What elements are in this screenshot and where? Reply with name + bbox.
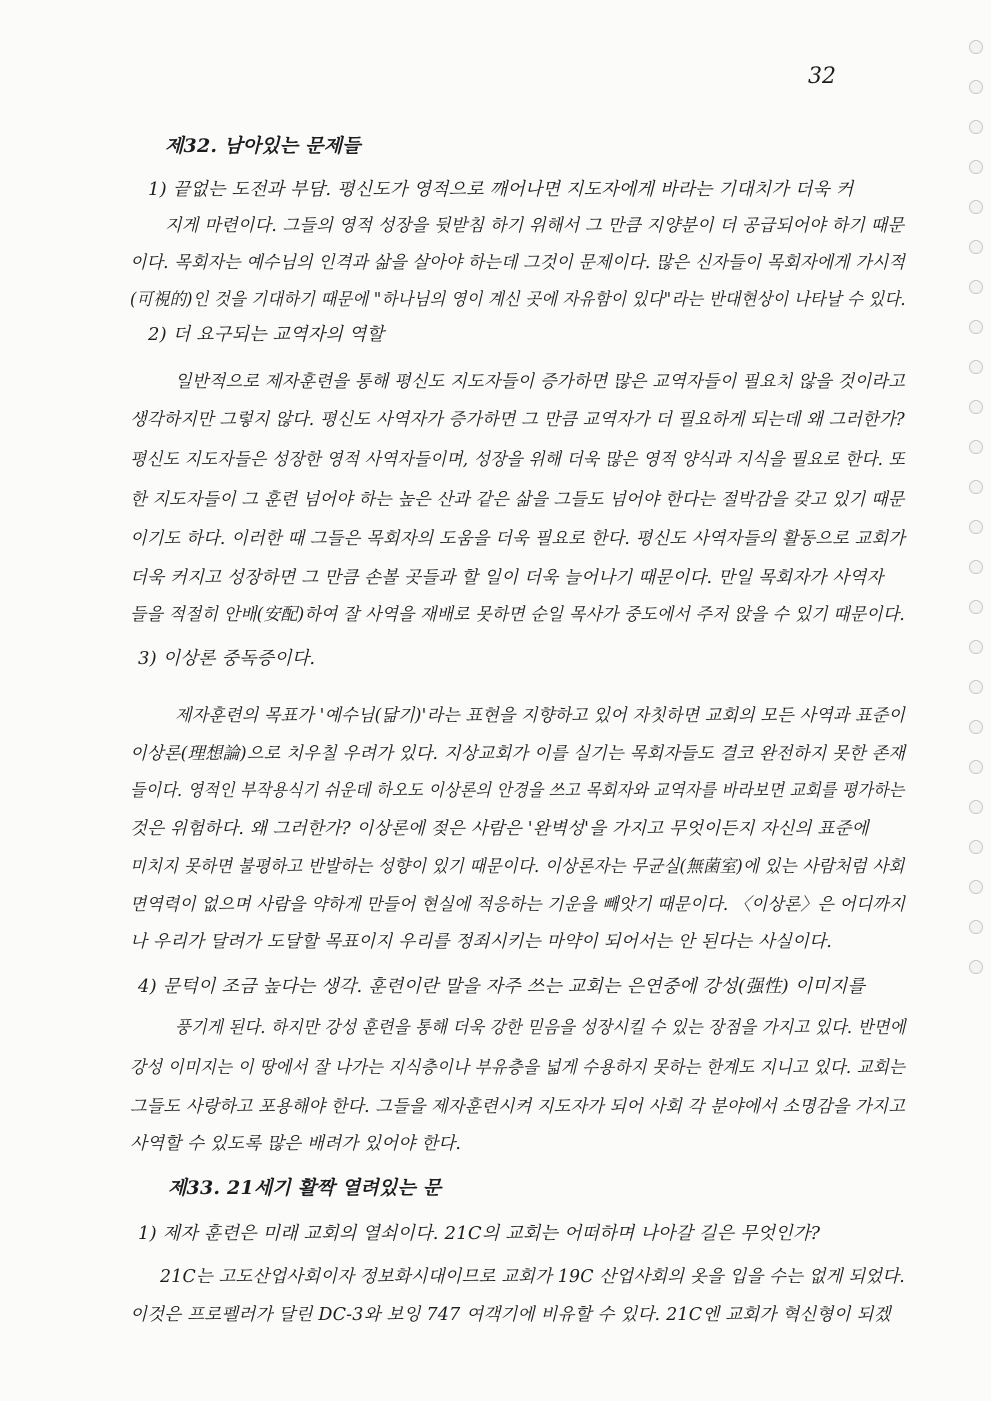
text-line: 21C는 고도산업사회이자 정보화시대이므로 교회가 19C 산업사회의 옷을 입을 수는 없게 되었다. — [160, 1267, 905, 1287]
text-line: 1) 제자 훈련은 미래 교회의 열쇠이다. 21C의 교회는 어떠하며 나아갈 길은 무엇인가? — [138, 1223, 821, 1244]
binder-hole — [969, 920, 983, 934]
binder-hole — [969, 80, 983, 94]
text-line: 들이다. 영적인 부작용식기 쉬운데 하오도 이상론의 안경을 쓰고 목회자와 교역자를 바라보면 교회를 평가하는 — [130, 781, 905, 801]
text-line: 그들도 사랑하고 포용해야 한다. 그들을 제자훈련시켜 지도자가 되어 사회 각 분야에서 소명감을 가지고 — [130, 1097, 906, 1117]
binder-hole — [969, 280, 983, 294]
binder-hole — [969, 800, 983, 814]
binder-hole — [969, 400, 983, 414]
text-line: 나 우리가 달려가 도달할 목표이지 우리를 정죄시키는 마약이 되어서는 안 된다는 사실이다. — [130, 932, 833, 952]
page-number: 32 — [808, 64, 836, 89]
binder-hole — [969, 600, 983, 614]
text-line: 이것은 프로펠러가 달린 DC-3와 보잉 747 여객기에 비유할 수 있다. 21C엔 교회가 혁신형이 되겠 — [130, 1305, 891, 1325]
text-line: 면역력이 없으며 사람을 약하게 만들어 현실에 적응하는 기운을 빼앗기 때문이다. 〈이상론〉은 어디까지 — [130, 895, 906, 915]
binder-hole — [969, 760, 983, 774]
text-line: (可視的)인 것을 기대하기 때문에 "하나님의 영이 계신 곳에 자유함이 있다"라는 반대현상이 나타날 수 있다. — [130, 290, 906, 310]
binder-hole — [969, 160, 983, 174]
text-line: 평신도 지도자들은 성장한 영적 사역자들이며, 성장을 위해 더욱 많은 영적 양식과 지식을 필요로 한다. 또 — [130, 450, 905, 470]
text-line: 3) 이상론 중독증이다. — [138, 648, 316, 669]
binder-holes — [963, 20, 983, 1020]
binder-hole — [969, 480, 983, 494]
binder-hole — [969, 960, 983, 974]
text-line: 4) 문턱이 조금 높다는 생각. 훈련이란 말을 자주 쓰는 교회는 은연중에 강성(强性) 이미지를 — [138, 976, 866, 997]
text-line: 생각하지만 그렇지 않다. 평신도 사역자가 증가하면 그 만큼 교역자가 더 필요하게 되는데 왜 그러한가? — [130, 410, 905, 430]
binder-hole — [969, 560, 983, 574]
text-line: 제자훈련의 목표가 '예수님(닮기)'라는 표현을 지향하고 있어 자칫하면 교회의 모든 사역과 표준이 — [175, 706, 906, 726]
binder-hole — [969, 240, 983, 254]
binder-hole — [969, 720, 983, 734]
text-line: 강성 이미지는 이 땅에서 잘 나가는 지식층이나 부유층을 넓게 수용하지 못하는 한계도 지니고 있다. 교회는 — [130, 1058, 906, 1078]
text-line: 2) 더 요구되는 교역자의 역할 — [148, 324, 385, 345]
binder-hole — [969, 440, 983, 454]
text-line: 일반적으로 제자훈련을 통해 평신도 지도자들이 증가하면 많은 교역자들이 필요치 않을 것이라고 — [175, 372, 905, 392]
text-line: 들을 적절히 안배(安配)하여 잘 사역을 재배로 못하면 순일 목사가 중도에서 주저 앉을 수 있기 때문이다. — [130, 605, 905, 625]
text-line: 미치지 못하면 불평하고 반발하는 성향이 있기 때문이다. 이상론자는 무균실(無菌室)에 있는 사람처럼 사회 — [130, 857, 905, 877]
binder-hole — [969, 640, 983, 654]
binder-hole — [969, 840, 983, 854]
section-heading-32: 제32. 남아있는 문제들 — [165, 135, 361, 157]
section-heading-33: 제33. 21세기 활짝 열려있는 문 — [168, 1177, 442, 1199]
binder-hole — [969, 360, 983, 374]
text-line: 더욱 커지고 성장하면 그 만큼 손볼 곳들과 할 일이 더욱 늘어나기 때문이다. 만일 목회자가 사역자 — [130, 568, 884, 588]
text-line: 사역할 수 있도록 많은 배려가 있어야 한다. — [130, 1134, 462, 1154]
binder-hole — [969, 120, 983, 134]
binder-hole — [969, 880, 983, 894]
text-line: 한 지도자들이 그 훈련 넘어야 하는 높은 산과 같은 삶을 그들도 넘어야 한다는 절박감을 갖고 있기 때문 — [130, 490, 905, 510]
text-line: 것은 위험하다. 왜 그러한가? 이상론에 젖은 사람은 '완벽성'을 가지고 무엇이든지 자신의 표준에 — [130, 819, 869, 839]
text-line: 지게 마련이다. 그들의 영적 성장을 뒷받침 하기 위해서 그 만큼 지양분이 더 공급되어야 하기 때문 — [165, 216, 905, 236]
binder-hole — [969, 40, 983, 54]
text-line: 1) 끝없는 도전과 부담. 평신도가 영적으로 깨어나면 지도자에게 바라는 기대치가 더욱 커 — [148, 179, 854, 200]
binder-hole — [969, 200, 983, 214]
text-line: 풍기게 된다. 하지만 강성 훈련을 통해 더욱 강한 믿음을 성장시킬 수 있는 장점을 가지고 있다. 반면에 — [175, 1018, 906, 1038]
text-line: 이다. 목회자는 예수님의 인격과 삶을 살아야 하는데 그것이 문제이다. 많은 신자들이 목회자에게 가시적 — [130, 253, 906, 273]
text-line: 이상론(理想論)으로 치우칠 우려가 있다. 지상교회가 이를 실기는 목회자들도 결코 완전하지 못한 존재 — [130, 744, 906, 764]
binder-hole — [969, 680, 983, 694]
text-line: 이기도 하다. 이러한 때 그들은 목회자의 도움을 더욱 필요로 한다. 평신도 사역자들의 활동으로 교회가 — [130, 529, 906, 549]
binder-hole — [969, 320, 983, 334]
binder-hole — [969, 520, 983, 534]
